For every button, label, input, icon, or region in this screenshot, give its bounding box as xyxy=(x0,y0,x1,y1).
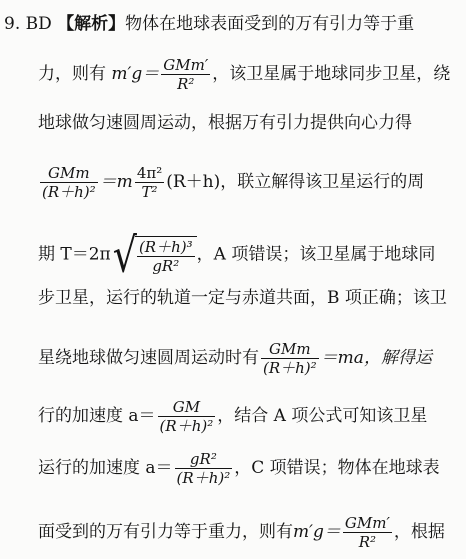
solution-line-9 xyxy=(38,450,466,487)
square-root xyxy=(112,227,197,283)
line-text: ，结合 A 项公式可知该卫星 xyxy=(217,406,428,426)
fraction-numerator: GMm′ xyxy=(163,56,209,74)
line-text: 运行的加速度 a＝ xyxy=(38,458,173,478)
equation-lhs: m′g＝ xyxy=(293,522,341,542)
solution-line-4 xyxy=(38,164,466,201)
fraction xyxy=(40,164,98,201)
solution-line-5 xyxy=(38,227,466,283)
fraction-numerator: (R＋h)³ xyxy=(138,237,193,256)
fraction-denominator: (R＋h)² xyxy=(42,183,96,201)
fraction-denominator: T² xyxy=(141,183,158,201)
line-text: 地球做匀速圆周运动，根据万有引力提供向心力得 xyxy=(38,113,412,133)
analysis-label: 【解析】 xyxy=(57,14,126,34)
line-text: (R＋h)，联立解得该卫星运行的周 xyxy=(166,172,425,192)
line-text: ，C 项错误；物体在地球表 xyxy=(234,458,440,478)
line-text: 物体在地球表面受到的万有引力等于重 xyxy=(125,14,415,34)
line-text: ＝ma，解得运 xyxy=(320,348,432,368)
solution-line-1 xyxy=(4,13,466,35)
fraction-denominator: (R＋h)² xyxy=(159,417,214,435)
solution-line-3 xyxy=(38,112,466,134)
line-text: 行的加速度 a＝ xyxy=(38,406,156,426)
solution-line-7 xyxy=(38,340,466,377)
line-text: ，根据 xyxy=(393,522,445,542)
equation-middle: ＝m xyxy=(99,172,133,192)
solution-line-8 xyxy=(38,398,466,435)
radical-sign-icon: √ xyxy=(112,227,137,283)
problem-number: 9. xyxy=(4,14,21,34)
solution-line-6 xyxy=(38,287,466,309)
fraction xyxy=(137,238,195,275)
fraction-numerator: GMm xyxy=(40,164,98,183)
solution-line-2 xyxy=(38,56,466,93)
line-text: 步卫星，运行的轨道一定与赤道共面，B 项正确；该卫 xyxy=(38,288,447,308)
fraction xyxy=(261,340,319,377)
line-text: 力，则有 xyxy=(38,64,106,84)
fraction-denominator: (R＋h)² xyxy=(176,469,231,487)
fraction-numerator: GM xyxy=(158,398,216,417)
fraction-denominator: (R＋h)² xyxy=(263,359,317,377)
equation-lhs: m′g＝ xyxy=(111,64,160,84)
fraction-numerator: GMm′ xyxy=(344,514,390,532)
fraction-numerator: GMm xyxy=(261,340,319,359)
fraction xyxy=(175,450,233,487)
fraction-denominator: gR² xyxy=(152,256,180,275)
answer-choice: BD xyxy=(25,14,52,34)
fraction xyxy=(158,398,216,435)
line-text: ，A 项错误；该卫星属于地球同 xyxy=(196,244,436,265)
fraction-denominator: R² xyxy=(177,75,195,93)
fraction-numerator: gR² xyxy=(175,450,233,469)
fraction xyxy=(135,164,164,201)
fraction-numerator: 4π² xyxy=(136,164,163,182)
line-text: ，该卫星属于地球同步卫星，绕 xyxy=(212,64,451,84)
line-text: 期 T＝2π xyxy=(38,244,111,265)
line-text: 星绕地球做匀速圆周运动时有 xyxy=(38,348,259,368)
fraction xyxy=(161,56,210,93)
fraction xyxy=(343,514,392,551)
solution-line-10 xyxy=(38,514,466,551)
fraction-denominator: R² xyxy=(358,533,377,551)
line-text: 面受到的万有引力等于重力，则有 xyxy=(38,522,293,542)
